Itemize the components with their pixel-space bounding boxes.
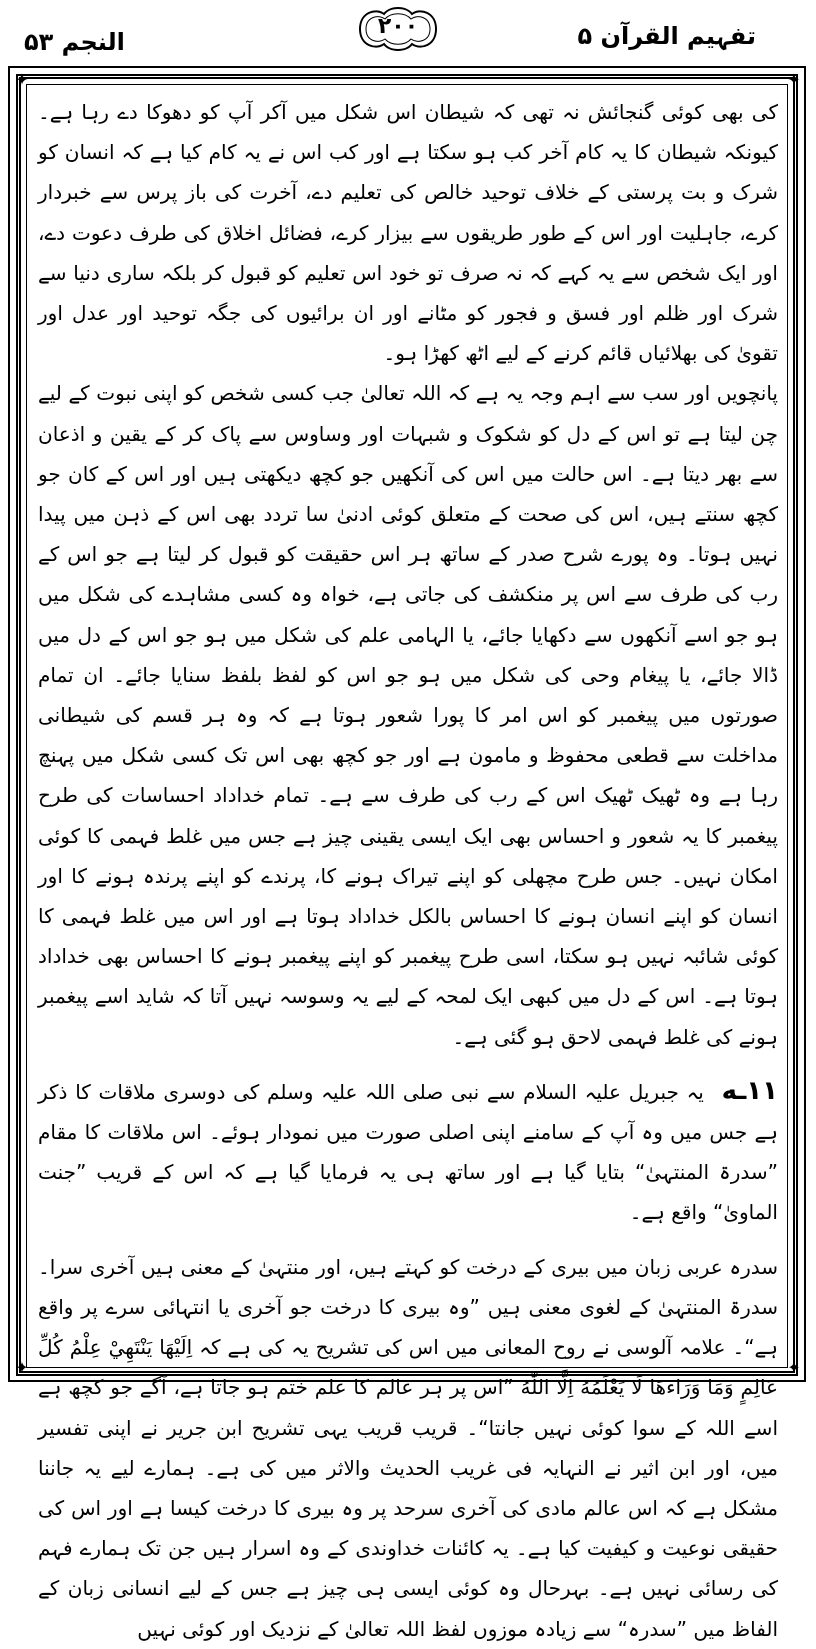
- surah-name: النجم ۵۳: [24, 28, 125, 56]
- paragraph: سدرہ عربی زبان میں بیری کے درخت کو کہتے ہیں، اور منتہیٰ کے معنی ہیں آخری سرا۔ سدرۃ المنتہیٰ کے لغوی معنی ہیں ”وہ بیری کا درخت جو آخری یا انتہائی سرے پر واقع ہے“۔ علامہ آلوسی نے روح المعانی میں اس کی تشریح یہ کی ہے کہ اِلَيْهَا يَنْتَهِيْ عِلْمُ كُلِّ عَالِمٍ وَمَا وَرَاءَهَا لَا يَعْلَمُهُ اِلَّا اللّٰهُ ”اس پر ہر عالم کا علم ختم ہو جاتا ہے، آگے جو کچھ ہے اسے اللہ کے سوا کوئی نہیں جانتا“۔ قریب قریب یہی تشریح ابن جریر نے اپنی تفسیر میں، اور ابن اثیر نے النہایہ فی غریب الحدیث والاثر میں کی ہے۔ ہمارے لیے یہ جاننا مشکل ہے کہ اس عالم مادی کی آخری سرحد پر وہ بیری کا درخت کیسا ہے اور اس کی حقیقی نوعیت و کیفیت کیا ہے۔ یہ کائنات خداوندی کے وہ اسرار ہیں جن تک ہمارے فہم کی رسائی نہیں ہے۔ بہرحال وہ کوئی ایسی ہی چیز ہے جس کے لیے انسانی زبان کے الفاظ میں ”سدرہ“ سے زیادہ موزوں لفظ اللہ تعالیٰ کے نزدیک اور کوئی نہیں: [38, 1254, 778, 1641]
- corner-ornament-icon: ✦: [787, 1358, 801, 1377]
- corner-ornament-icon: ✦: [15, 70, 29, 89]
- footnote-marker: ۱۱ـه: [721, 1075, 778, 1106]
- corner-ornament-icon: ✦: [787, 70, 801, 89]
- footnote: [38, 1071, 778, 1233]
- page-body: [38, 92, 778, 1641]
- running-head: [0, 0, 816, 64]
- paragraph: پانچویں اور سب سے اہم وجہ یہ ہے کہ اللہ تعالیٰ جب کسی شخص کو اپنی نبوت کے لیے چن لیتا ہے تو اس کے دل کو شکوک و شبہات اور وساوس سے پاک کر کے یقین و اذعان سے بھر دیتا ہے۔ اس حالت میں اس کی آنکھیں جو کچھ دیکھتی ہیں اور اس کے کان جو کچھ سنتے ہیں، اس کی صحت کے متعلق کوئی ادنیٰ سا تردد بھی اس کے ذہن میں پیدا نہیں ہوتا۔ وہ پورے شرح صدر کے ساتھ ہر اس حقیقت کو قبول کر لیتا ہے جو اس کے رب کی طرف سے اس پر منکشف کی جاتی ہے، خواہ وہ کسی مشاہدے کی شکل میں ہو جو اسے آنکھوں سے دکھایا جائے، یا الہامی علم کی شکل میں ہو جو اس کے دل میں ڈالا جائے، یا پیغام وحی کی شکل میں ہو جو اس کو لفظ بلفظ سنایا جائے۔ ان تمام صورتوں میں پیغمبر کو اس امر کا پورا شعور ہوتا ہے کہ وہ ہر قسم کی شیطانی مداخلت سے قطعی محفوظ و مامون ہے اور جو کچھ بھی اس تک کسی شکل میں پہنچ رہا ہے وہ ٹھیک ٹھیک اس کے رب کی طرف سے ہے۔ تمام خداداد احساسات کی طرح پیغمبر کا یہ شعور و احساس بھی ایک ایسی یقینی چیز ہے جس میں غلط فہمی کا کوئی امکان نہیں۔ جس طرح مچھلی کو اپنے تیراک ہونے کا، پرندے کو اپنے پرندہ ہونے کا اور انسان کو اپنے انسان ہونے کا احساس بالکل خداداد ہوتا ہے اور اس میں غلط فہمی کا کوئی شائبہ نہیں ہو سکتا، اسی طرح پیغمبر کو اپنے پیغمبر ہونے کا احساس بھی خداداد ہوتا ہے۔ اس کے دل میں کبھی ایک لمحہ کے لیے یہ وسوسہ نہیں آتا کہ شاید اسے پیغمبر ہونے کی غلط فہمی لاحق ہو گئی ہے۔: [38, 381, 778, 1049]
- paragraph: کی بھی کوئی گنجائش نہ تھی کہ شیطان اس شکل میں آکر آپ کو دھوکا دے رہا ہے۔ کیونکہ شیطان کا یہ کام آخر کب ہو سکتا ہے اور کب اس نے یہ کام کیا ہے کہ انسان کو شرک و بت پرستی کے خلاف توحید خالص کی تعلیم دے، آخرت کی باز پرس سے خبردار کرے، جاہلیت اور اس کے طور طریقوں سے بیزار کرے، فضائل اخلاق کی طرف دعوت دے، اور ایک شخص سے یہ کہے کہ نہ صرف تو خود اس تعلیم کو قبول کر بلکہ ساری دنیا سے شرک اور ظلم اور فسق و فجور کو مٹانے اور ان برائیوں کی جگہ توحید اور عدل اور تقویٰ کی بھلائیاں قائم کرنے کے لیے اٹھ کھڑا ہو۔: [38, 100, 778, 366]
- book-title: تفہیم القرآن ۵: [577, 22, 756, 50]
- page-number: ۲۰۰: [377, 14, 419, 39]
- corner-ornament-icon: ✦: [15, 1358, 29, 1377]
- page-number-ornament: [352, 4, 444, 54]
- footnote-text: یہ جبریل علیہ السلام سے نبی صلی اللہ علیہ وسلم کی دوسری ملاقات کا ذکر ہے جس میں وہ آپ کے سامنے اپنی اصلی صورت میں نمودار ہوئے۔ اس ملاقات کا مقام ”سدرۃ المنتہیٰ“ بتایا گیا ہے اور ساتھ ہی یہ فرمایا گیا ہے کہ اس کے قریب ”جنت الماویٰ“ واقع ہے۔: [38, 1079, 778, 1225]
